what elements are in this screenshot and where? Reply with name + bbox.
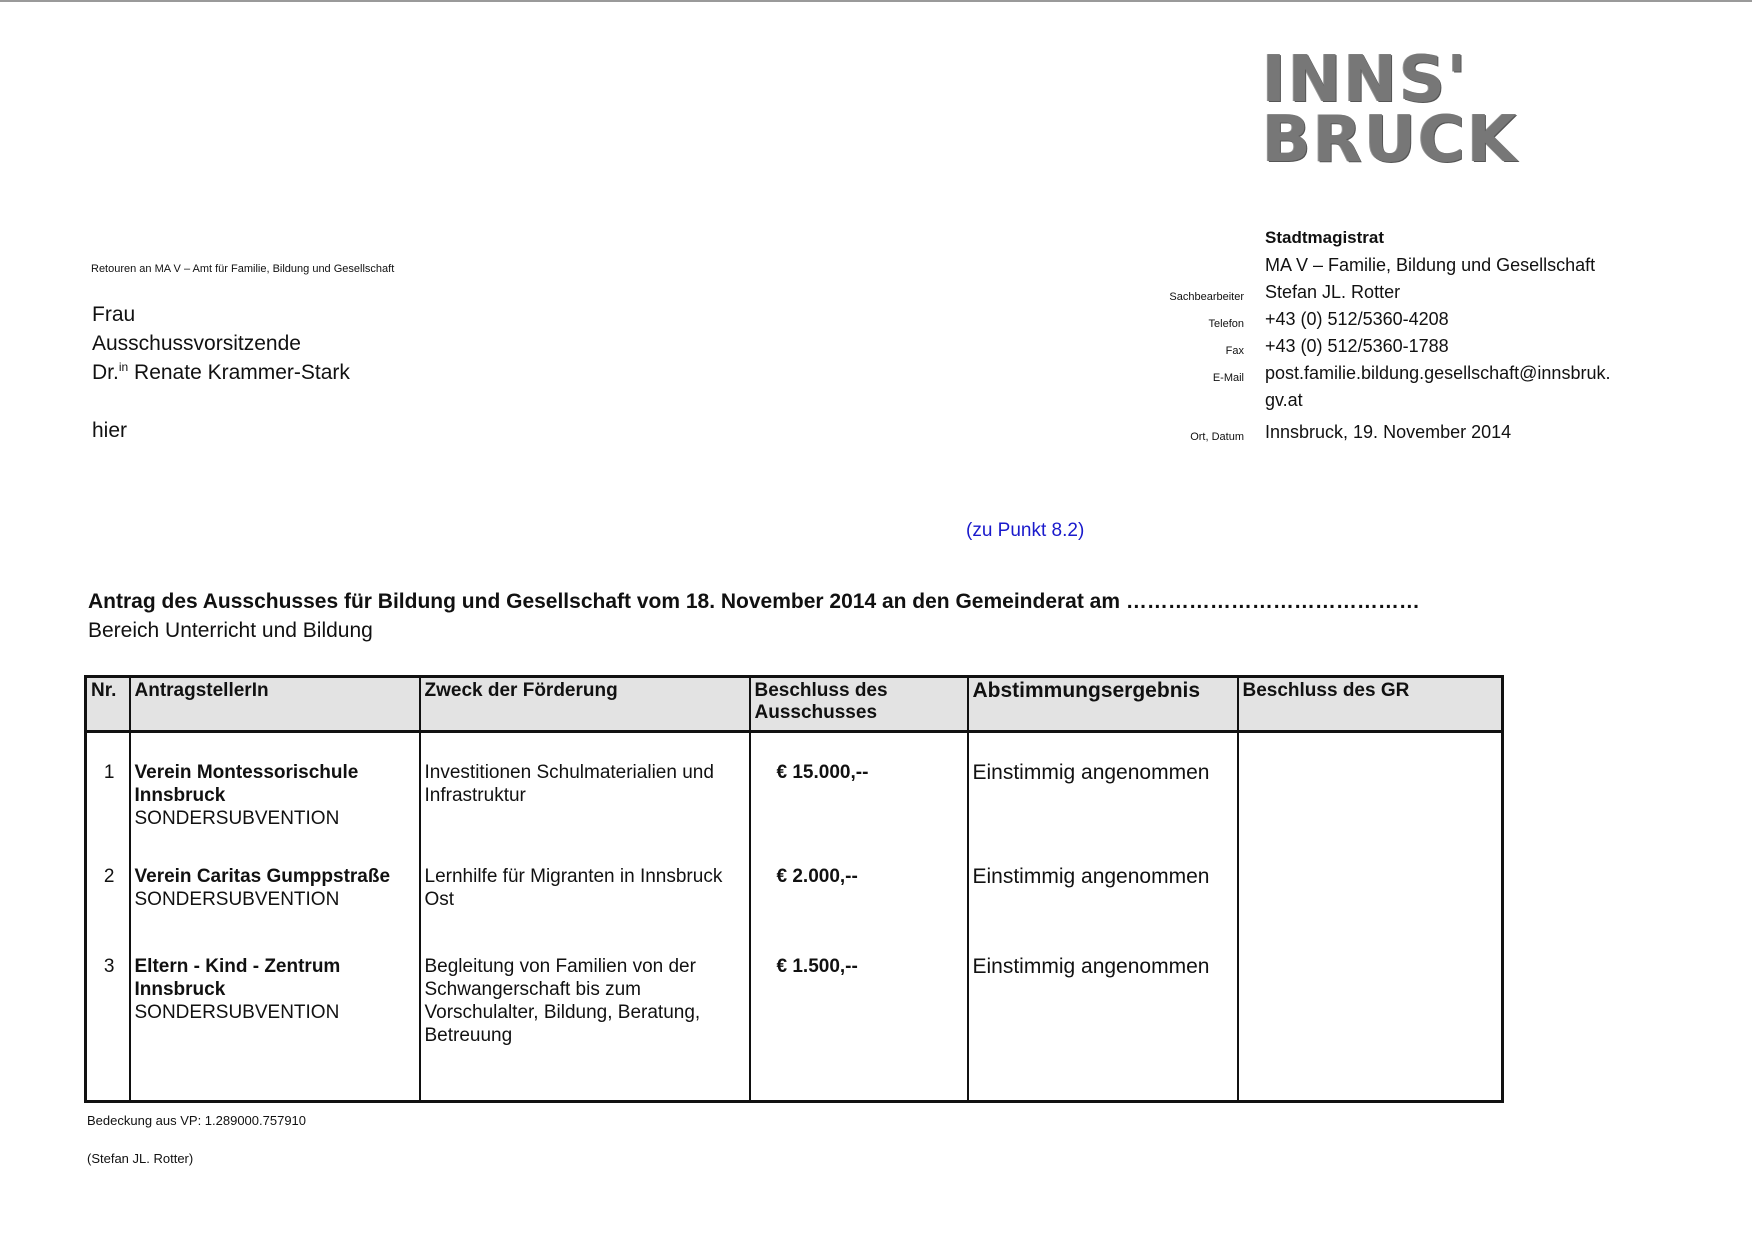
cell-council (1238, 863, 1503, 947)
cell-applicant (130, 732, 420, 864)
col-header-nr: Nr. (86, 677, 130, 732)
sender-email-line-2: gv.at (1265, 390, 1303, 410)
recipient-name-prefix: Dr. (92, 361, 119, 384)
applicant-type: SONDERSUBVENTION (134, 1002, 340, 1023)
table-header-row (86, 677, 1503, 732)
cell-nr: 1 (86, 732, 130, 864)
cell-amount: € 2.000,-- (750, 863, 968, 947)
applicant-name: Verein Montessorischule Innsbruck (134, 762, 359, 806)
col-header-decision-line-1: Beschluss des (754, 680, 888, 701)
cell-applicant (130, 863, 420, 947)
recipient-name-line (92, 358, 350, 387)
sender-department: MA V – Familie, Bildung und Gesellschaft (1265, 255, 1596, 275)
sender-labels (1100, 228, 1244, 448)
phone-label: Telefon (1208, 318, 1244, 330)
col-header-decision-line-2: Ausschusses (754, 702, 878, 723)
document-subheadline: Bereich Unterricht und Bildung (88, 619, 373, 642)
cell-applicant (130, 947, 420, 1102)
cell-nr: 3 (86, 947, 130, 1102)
sender-phone: +43 (0) 512/5360-4208 (1265, 309, 1449, 329)
signature-line: (Stefan JL. Rotter) (87, 1151, 194, 1166)
date-label: Ort, Datum (1190, 431, 1244, 443)
col-header-applicant: AntragstellerIn (130, 677, 420, 732)
clerk-label: Sachbearbeiter (1169, 291, 1244, 303)
cell-vote: Einstimmig angenommen (968, 947, 1238, 1102)
sender-date: Innsbruck, 19. November 2014 (1265, 422, 1512, 442)
table-row (86, 947, 1503, 1102)
col-header-purpose: Zweck der Förderung (420, 677, 750, 732)
sender-org: Stadtmagistrat (1265, 228, 1385, 247)
sender-email-line-1: post.familie.bildung.gesellschaft@innsbruk. (1265, 363, 1611, 383)
cell-purpose: Begleitung von Familien von der Schwangerschaft bis zum Vorschulalter, Bildung, Beratung, Betreuung (420, 947, 750, 1102)
cell-amount: € 15.000,-- (750, 732, 968, 864)
recipient-name-sup: in (118, 360, 129, 374)
table-row (86, 732, 1503, 864)
cell-council (1238, 947, 1503, 1102)
table-row (86, 863, 1503, 947)
applicant-name: Verein Caritas Gumppstraße (134, 866, 391, 887)
applicant-type: SONDERSUBVENTION (134, 889, 340, 910)
cell-vote: Einstimmig angenommen (968, 732, 1238, 864)
cell-purpose: Investitionen Schulmaterialien und Infrastruktur (420, 732, 750, 864)
logo-line-1: INNS' (1262, 43, 1469, 117)
agenda-reference: (zu Punkt 8.2) (966, 520, 1085, 541)
fax-label: Fax (1225, 345, 1244, 357)
sender-clerk: Stefan JL. Rotter (1265, 282, 1401, 302)
return-address-line: Retouren an MA V – Amt für Familie, Bildung und Gesellschaft (91, 263, 395, 275)
applicant-name: Eltern - Kind - Zentrum Innsbruck (134, 956, 341, 1000)
cell-council (1238, 732, 1503, 864)
applicant-type: SONDERSUBVENTION (134, 808, 340, 829)
sender-fax: +43 (0) 512/5360-1788 (1265, 336, 1449, 356)
recipient-salutation: Frau (92, 303, 136, 326)
col-header-council: Beschluss des GR (1238, 677, 1503, 732)
email-label: E-Mail (1212, 372, 1244, 384)
budget-coverage: Bedeckung aus VP: 1.289000.757910 (87, 1113, 307, 1128)
document-headline: Antrag des Ausschusses für Bildung und Gesellschaft vom 18. November 2014 an den Gemeinderat am …………………………………… (88, 590, 1420, 613)
subsidy-table (84, 675, 1504, 1103)
recipient-name: Renate Krammer-Stark (134, 361, 350, 384)
cell-vote: Einstimmig angenommen (968, 863, 1238, 947)
recipient-location: hier (92, 419, 128, 442)
innsbruck-logo (1262, 43, 1519, 177)
cell-purpose: Lernhilfe für Migranten in Innsbruck Ost (420, 863, 750, 947)
cell-amount: € 1.500,-- (750, 947, 968, 1102)
col-header-vote: Abstimmungsergebnis (968, 677, 1238, 732)
recipient-role: Ausschussvorsitzende (92, 332, 301, 355)
recipient-block (92, 300, 350, 445)
col-header-decision (750, 677, 968, 732)
sender-block (1265, 228, 1665, 448)
logo-line-2: BRUCK (1262, 103, 1519, 177)
cell-nr: 2 (86, 863, 130, 947)
scan-top-border (0, 0, 1752, 2)
